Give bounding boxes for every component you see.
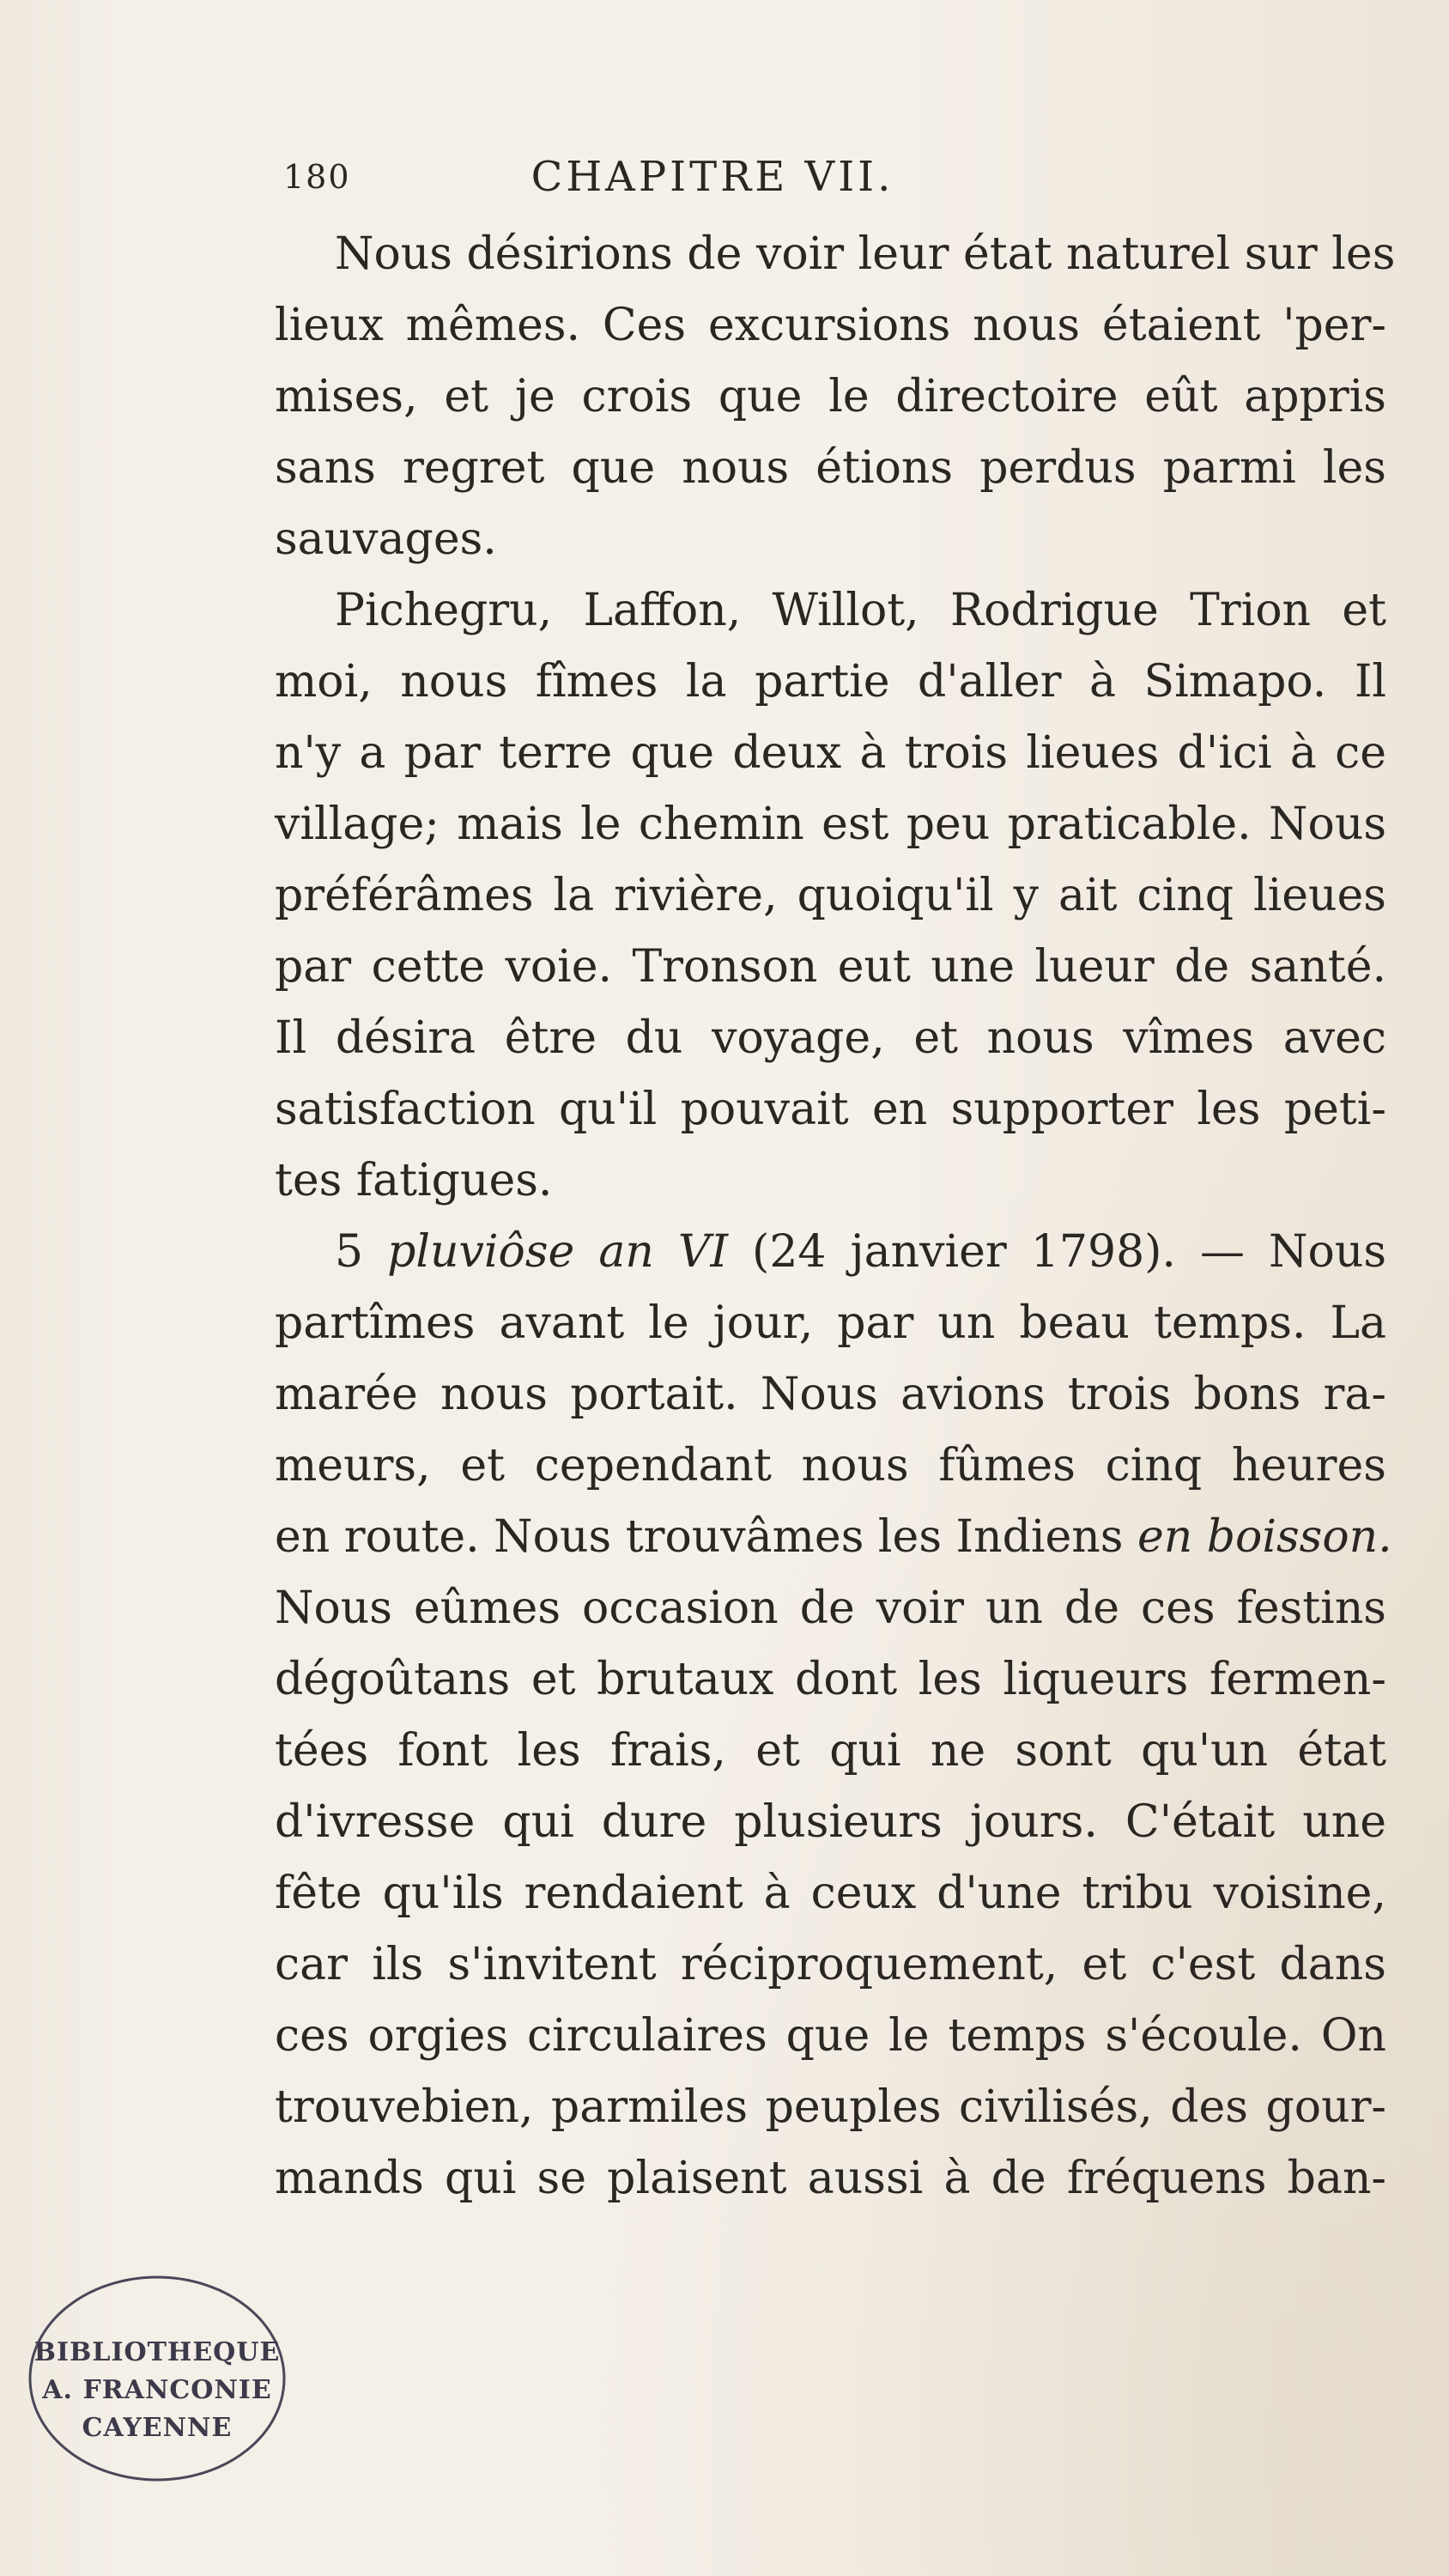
text-line: d'ivresse qui dure plusieurs jours. C'était une [275, 1796, 1386, 1848]
text-line: tées font les frais, et qui ne sont qu'un état [275, 1725, 1386, 1777]
text-line: ces orgies circulaires que le temps s'écoule. On [275, 2010, 1386, 2062]
chapter-title: CHAPITRE VII. [530, 153, 894, 201]
date-line [275, 1217, 1386, 1288]
stamp-line-3: CAYENNE [82, 2413, 233, 2443]
text-line: village; mais le chemin est peu praticable. Nous [275, 799, 1386, 850]
text-line: mises, et je crois que le directoire eût appris [275, 371, 1386, 422]
text-line: par cette voie. Tronson eut une lueur de santé. [275, 941, 1386, 993]
library-stamp [15, 2267, 299, 2490]
text-line: n'y a par terre que deux à trois lieues d'ici à ce [275, 727, 1386, 779]
stamp-line-2: A. FRANCONIE [42, 2375, 272, 2405]
text-line: mands qui se plaisent aussi à de fréquens ban- [275, 2153, 1386, 2204]
text-line: meurs, et cependant nous fûmes cinq heures [275, 1440, 1386, 1492]
route-text: en route. Nous trouvâmes les Indiens [275, 1511, 1124, 1563]
text-line: moi, nous fîmes la partie d'aller à Simapo. Il [275, 656, 1386, 708]
text-line: Il désira être du voyage, et nous vîmes avec [275, 1012, 1386, 1064]
text-line: sauvages. [275, 513, 497, 565]
date-italic: pluviôse an VI [387, 1226, 728, 1278]
text-line: préférâmes la rivière, quoiqu'il y ait cinq lieues [275, 870, 1386, 921]
stamp-line-1: BIBLIOTHEQUE [33, 2337, 281, 2367]
text-line: satisfaction qu'il pouvait en supporter les peti- [275, 1084, 1386, 1135]
text-line: trouvebien, parmiles peuples civilisés, des gour- [275, 2081, 1386, 2133]
text-line: Nous désirions de voir leur état naturel sur les [335, 228, 1396, 280]
text-line: lieux mêmes. Ces excursions nous étaient 'per- [275, 300, 1386, 351]
text-line: dégoûtans et brutaux dont les liqueurs fermen- [275, 1654, 1386, 1705]
text-line: partîmes avant le jour, par un beau temps. La [275, 1297, 1386, 1349]
page-number: 180 [283, 158, 351, 196]
text-line: Pichegru, Laffon, Willot, Rodrigue Trion et [335, 585, 1386, 636]
text-line: fête qu'ils rendaient à ceux d'une tribu voisine, [275, 1868, 1386, 1919]
text-line: marée nous portait. Nous avions trois bons ra- [275, 1369, 1386, 1420]
date-rest: (24 janvier 1798). — Nous [752, 1226, 1387, 1278]
route-italic: en boisson. [1137, 1511, 1392, 1563]
date-day: 5 [335, 1226, 364, 1278]
body-text [275, 219, 1396, 2215]
route-line [275, 1502, 1392, 1573]
text-line: tes fatigues. [275, 1155, 553, 1206]
text-line: car ils s'invitent réciproquement, et c'est dans [275, 1939, 1386, 1990]
running-head [283, 153, 1142, 204]
text-line: Nous eûmes occasion de voir un de ces festins [275, 1583, 1386, 1634]
text-line: sans regret que nous étions perdus parmi les [275, 442, 1386, 494]
